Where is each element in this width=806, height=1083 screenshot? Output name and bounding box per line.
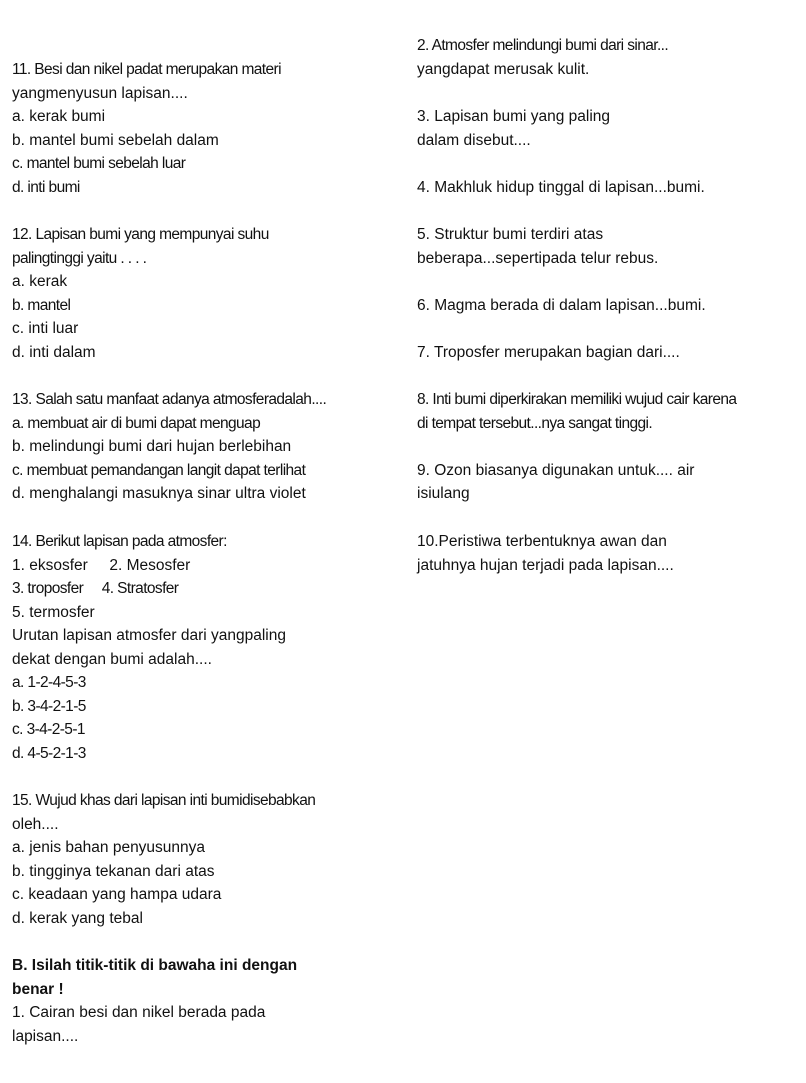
q14-option-b: b. 3-4-2-1-5 <box>12 698 86 715</box>
fill-question-7: 7. Troposfer merupakan bagian dari.... <box>417 344 680 361</box>
q15-option-d: d. kerak yang tebal <box>12 910 143 927</box>
fill-question-2-cont: yangdapat merusak kulit. <box>417 61 590 78</box>
fill-question-6: 6. Magma berada di dalam lapisan...bumi. <box>417 297 706 314</box>
q14-option-c: c. 3-4-2-5-1 <box>12 721 85 738</box>
fill-question-2: 2. Atmosfer melindungi bumi dari sinar... <box>417 37 669 54</box>
q11-option-b: b. mantel bumi sebelah dalam <box>12 132 219 149</box>
q14-list-3-4: 3. troposfer 4. Stratosfer <box>12 580 179 597</box>
q12-option-c: c. inti luar <box>12 320 79 337</box>
section-b-heading-cont: benar ! <box>12 981 64 998</box>
q13-option-d: d. menghalangi masuknya sinar ultra violet <box>12 485 306 502</box>
q15-option-a: a. jenis bahan penyusunnya <box>12 839 206 856</box>
q14-option-d: d. 4-5-2-1-3 <box>12 745 86 762</box>
question-11: 11. Besi dan nikel padat merupakan materi <box>12 61 281 78</box>
fill-question-3: 3. Lapisan bumi yang paling <box>417 108 611 125</box>
fill-question-8: 8. Inti bumi diperkirakan memiliki wujud cair karena <box>417 391 737 408</box>
q13-option-b: b. melindungi bumi dari hujan berlebihan <box>12 438 292 455</box>
q12-option-b: b. mantel <box>12 297 71 314</box>
fill-question-9: 9. Ozon biasanya digunakan untuk.... air <box>417 462 695 479</box>
q11-option-c: c. mantel bumi sebelah luar <box>12 155 186 172</box>
question-13: 13. Salah satu manfaat adanya atmosferadalah.... <box>12 391 327 408</box>
q11-option-a: a. kerak bumi <box>12 108 106 125</box>
fill-question-10-cont: jatuhnya hujan terjadi pada lapisan.... <box>417 557 674 574</box>
fill-question-1: 1. Cairan besi dan nikel berada pada <box>12 1004 266 1021</box>
q14-prompt: Urutan lapisan atmosfer dari yangpaling <box>12 627 286 644</box>
q11-option-d: d. inti bumi <box>12 179 80 196</box>
question-14: 14. Berikut lapisan pada atmosfer: <box>12 533 227 550</box>
q12-option-a: a. kerak <box>12 273 68 290</box>
q14-list-5: 5. termosfer <box>12 604 95 621</box>
question-12: 12. Lapisan bumi yang mempunyai suhu <box>12 226 269 243</box>
q15-option-c: c. keadaan yang hampa udara <box>12 886 222 903</box>
fill-question-5-cont: beberapa...sepertipada telur rebus. <box>417 250 659 267</box>
section-b-heading: B. Isilah titik-titik di bawaha ini dengan <box>12 957 298 974</box>
q12-option-d: d. inti dalam <box>12 344 96 361</box>
question-15: 15. Wujud khas dari lapisan inti bumidisebabkan <box>12 792 316 809</box>
q13-option-c: c. membuat pemandangan langit dapat terlihat <box>12 462 306 479</box>
fill-question-9-cont: isiulang <box>417 485 470 502</box>
fill-question-10: 10.Peristiwa terbentuknya awan dan <box>417 533 667 550</box>
question-15-cont: oleh.... <box>12 816 59 833</box>
q14-list-1-2: 1. eksosfer 2. Mesosfer <box>12 557 191 574</box>
fill-question-3-cont: dalam disebut.... <box>417 132 531 149</box>
q13-option-a: a. membuat air di bumi dapat menguap <box>12 415 261 432</box>
q15-option-b: b. tingginya tekanan dari atas <box>12 863 215 880</box>
q14-option-a: a. 1-2-4-5-3 <box>12 674 86 691</box>
fill-question-4: 4. Makhluk hidup tinggal di lapisan...bumi. <box>417 179 705 196</box>
question-12-cont: palingtinggi yaitu . . . . <box>12 250 147 267</box>
question-11-cont: yangmenyusun lapisan.... <box>12 85 188 102</box>
fill-question-1-cont: lapisan.... <box>12 1028 79 1045</box>
fill-question-8-cont: di tempat tersebut...nya sangat tinggi. <box>417 415 653 432</box>
q14-prompt-cont: dekat dengan bumi adalah.... <box>12 651 212 668</box>
fill-question-5: 5. Struktur bumi terdiri atas <box>417 226 604 243</box>
